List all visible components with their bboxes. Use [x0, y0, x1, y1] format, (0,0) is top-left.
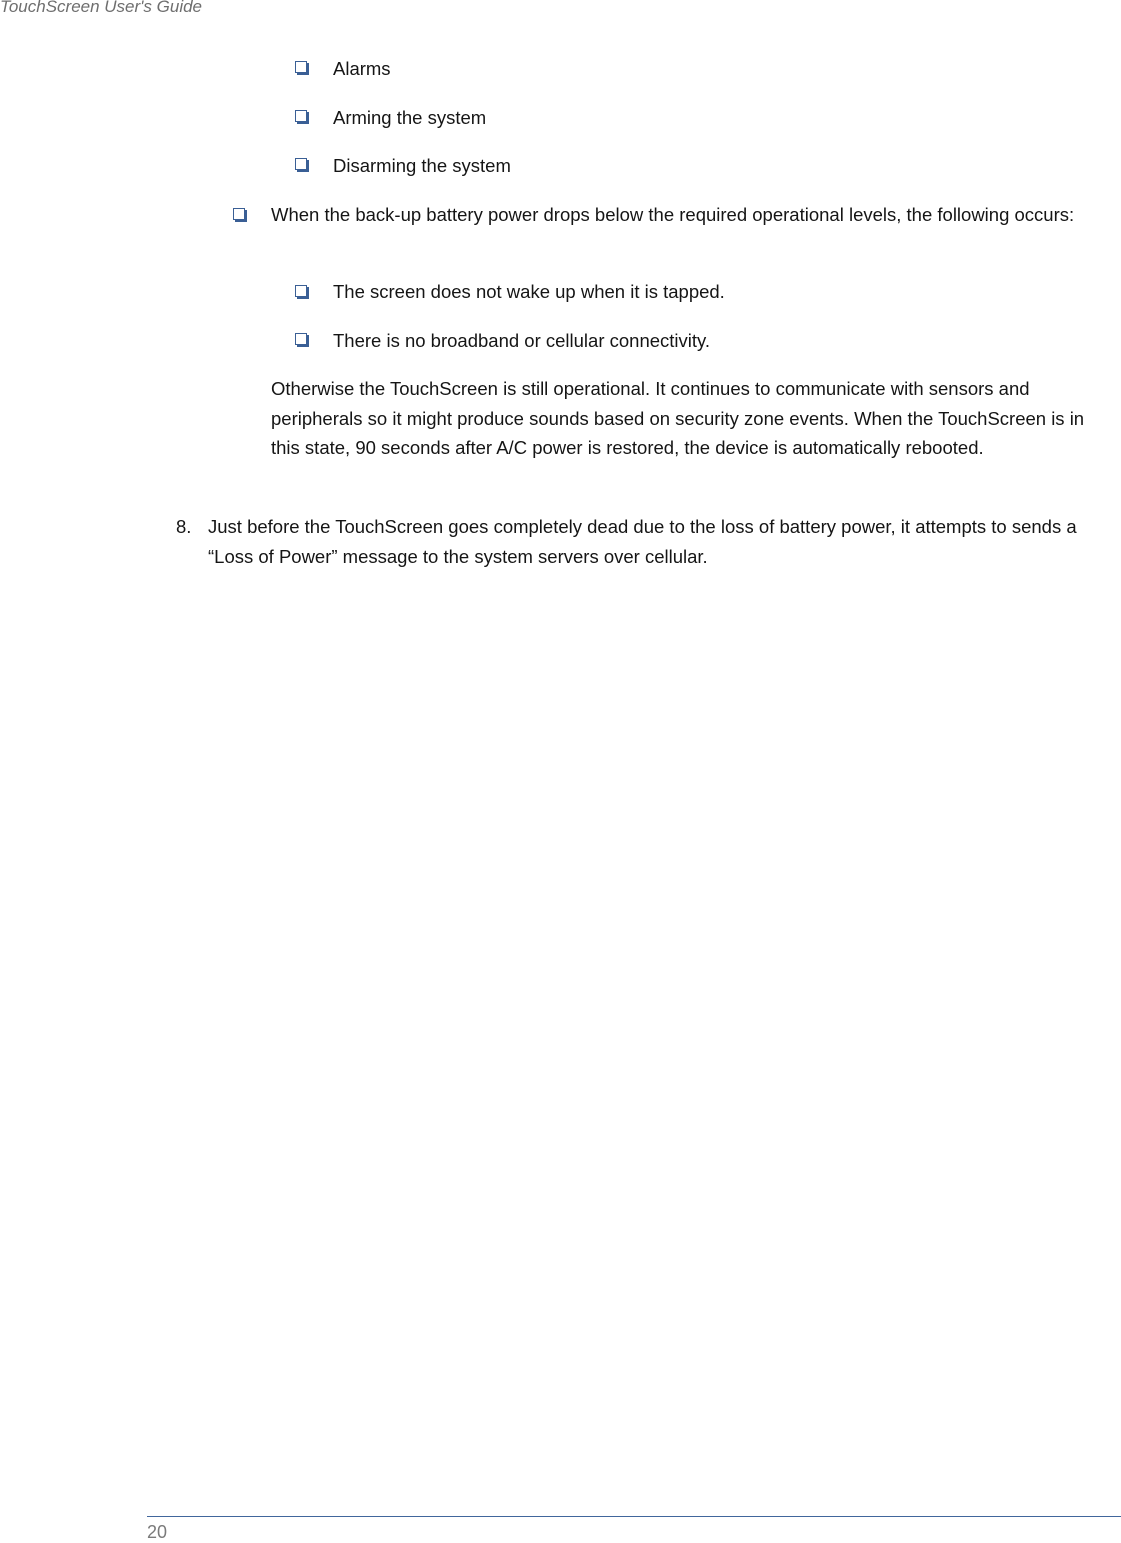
checkbox-bullet-icon [295, 285, 307, 297]
step-number: 8. [176, 516, 192, 537]
page-number: 20 [147, 1522, 168, 1542]
footer-rule [147, 1516, 1121, 1517]
list-item-battery: When the back-up battery power drops below the required operational levels, the following occurs: [271, 204, 1075, 225]
checkbox-bullet-icon [295, 158, 307, 170]
checkbox-bullet-icon [295, 333, 307, 345]
checkbox-bullet-icon [295, 61, 307, 73]
list-item: There is no broadband or cellular connectivity. [333, 330, 711, 351]
list-item: The screen does not wake up when it is tapped. [333, 281, 725, 302]
checkbox-bullet-icon [233, 208, 245, 220]
list-item: Arming the system [333, 107, 487, 128]
list-item: Disarming the system [333, 155, 511, 176]
step-8-text: Just before the TouchScreen goes completely dead due to the loss of battery power, it attempts to sends a “Loss of Power” message to the system servers over cellular. [208, 516, 1077, 567]
page-header-title: TouchScreen User's Guide [0, 0, 202, 16]
list-item: Alarms [333, 58, 391, 79]
checkbox-bullet-icon [295, 110, 307, 122]
otherwise-paragraph: Otherwise the TouchScreen is still operational. It continues to communicate with sensors and peripherals so it might produce sounds based on security zone events. When the TouchScreen is in this state, 90 seconds after A/C power is restored, the device is automatically rebooted. [271, 378, 1085, 458]
